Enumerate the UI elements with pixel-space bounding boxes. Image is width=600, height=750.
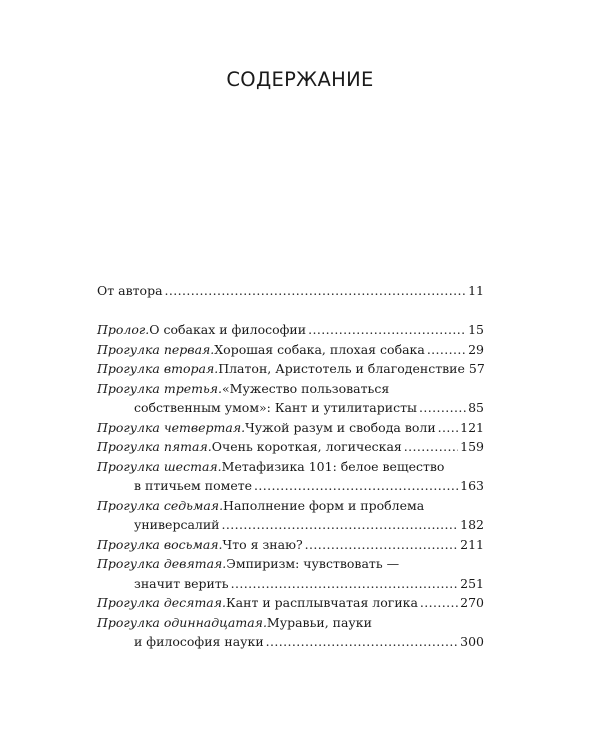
leader-dots [165, 281, 467, 301]
toc-entry [97, 496, 484, 516]
toc-entry-continuation [97, 515, 484, 535]
leader-dots [254, 476, 458, 496]
toc-entry [97, 457, 484, 477]
entry-page: 85 [468, 400, 484, 415]
entry-text: Чужой разум и свобода воли [245, 419, 436, 435]
entry-lead: Прогулка первая. [97, 341, 215, 357]
entry-lead: Прогулка седьмая. [97, 497, 224, 513]
entry-text: Муравьи, пауки [266, 614, 372, 630]
leader-dots [419, 398, 466, 418]
entry-page: 15 [468, 322, 484, 337]
toc-entry [97, 535, 484, 555]
entry-lead: Прогулка пятая. [97, 439, 212, 454]
entry-lead: Прогулка вторая. [97, 361, 219, 376]
toc-entry [97, 340, 484, 360]
entry-text: Очень короткая, логическая [211, 439, 402, 454]
toc-entry [97, 379, 484, 399]
entry-lead: Прогулка одиннадцатая. [97, 614, 267, 630]
entry-lead: Прогулка девятая. [97, 556, 227, 571]
toc-entry-continuation [97, 574, 484, 594]
toc-entry [97, 593, 484, 613]
entry-text: в птичьем помете [134, 478, 253, 493]
leader-dots [404, 437, 458, 457]
toc-entry-continuation [97, 632, 484, 652]
toc-entry-continuation [97, 398, 484, 418]
leader-dots [266, 632, 458, 652]
toc-entry [97, 359, 484, 379]
toc-entry [97, 613, 484, 633]
leader-dots [231, 574, 459, 594]
entry-lead: Прогулка третья. [97, 380, 223, 396]
entry-page: 300 [460, 634, 484, 649]
entry-lead: Прогулка восьмая. [97, 536, 223, 552]
entry-lead: Прогулка шестая. [97, 458, 222, 474]
leader-dots [438, 418, 458, 438]
toc-entry [97, 320, 484, 340]
entry-text: собственным умом»: Кант и утилитаристы [134, 400, 417, 415]
entry-page: 182 [460, 517, 484, 532]
entry-page: 211 [460, 536, 484, 552]
entry-page: 251 [460, 575, 484, 591]
entry-lead: Прогулка десятая. [97, 595, 226, 610]
entry-lead: Прогулка четвертая. [97, 419, 246, 435]
entry-text: Что я знаю? [222, 536, 303, 552]
entry-page: 11 [468, 283, 484, 298]
leader-dots [308, 320, 466, 340]
entry-page: 29 [468, 341, 484, 357]
entry-text: значит верить [134, 575, 229, 591]
leader-dots [222, 515, 459, 535]
entry-text: Эмпиризм: чувствовать — [226, 556, 400, 571]
entry-text: и философия науки [134, 634, 264, 649]
leader-dots [305, 535, 458, 555]
toc-entry [97, 281, 484, 301]
entry-page: 163 [460, 478, 484, 493]
entry-text: Наполнение форм и проблема [223, 497, 425, 513]
entry-page: 159 [460, 439, 484, 454]
entry-text: Кант и расплывчатая логика [226, 595, 418, 610]
toc-entry [97, 418, 484, 438]
entry-text: «Мужество пользоваться [222, 380, 390, 396]
leader-dots [420, 593, 458, 613]
entry-text: О собаках и философии [149, 322, 307, 337]
entry-page: 270 [460, 595, 484, 610]
entry-text: универсалий [134, 517, 220, 532]
leader-dots [427, 340, 466, 360]
toc-list [97, 281, 484, 652]
entry-page: 57 [468, 361, 485, 376]
entry-page: 121 [460, 419, 484, 435]
entry-text: От автора [97, 283, 163, 298]
entry-lead: Пролог. [97, 322, 150, 337]
toc-entry [97, 554, 484, 574]
page-title: СОДЕРЖАНИЕ [226, 68, 374, 91]
toc-entry [97, 437, 484, 457]
entry-text: Платон, Аристотель и благоденствие [218, 361, 465, 376]
entry-text: Метафизика 101: белое вещество [221, 458, 445, 474]
toc-entry-continuation [97, 476, 484, 496]
entry-text: Хорошая собака, плохая собака [214, 341, 425, 357]
